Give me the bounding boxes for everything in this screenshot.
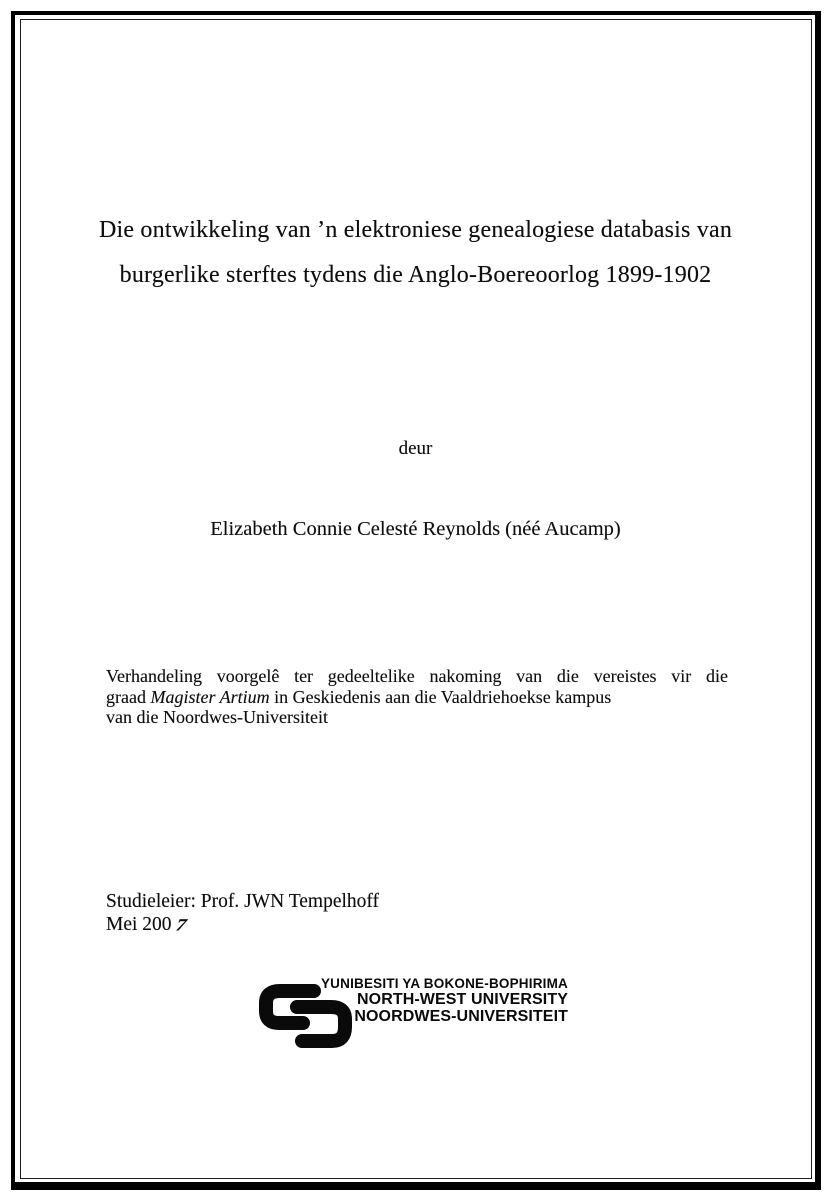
university-name-afrikaans: NOORDWES-UNIVERSITEIT: [354, 1007, 568, 1025]
submission-line-3: van die Noordwes-Universiteit: [106, 707, 328, 728]
submission-line-1: Verhandeling voorgelê ter gedeeltelike nakoming van die vereistes vir die: [106, 666, 728, 686]
university-logo-text: [318, 975, 568, 1025]
degree-name: Magister Artium: [150, 686, 270, 707]
submission-line-2: [106, 687, 728, 708]
submission-line-2-post: in Geskiedenis aan die Vaaldriehoekse kampus: [269, 686, 612, 707]
byline-label: deur: [398, 438, 433, 459]
university-name-english: NORTH-WEST UNIVERSITY: [357, 991, 568, 1008]
university-name-setswana: YUNIBESITI YA BOKONE-BOPHIRIMA: [320, 976, 568, 991]
supervisor-line: Studieleier: Prof. JWN Tempelhoff: [106, 891, 380, 912]
thesis-title-line-2: burgerlike sterftes tydens die Anglo-Boereoorlog 1899-1902: [119, 262, 712, 288]
date-seven-glyph: 7: [171, 916, 190, 936]
date-prefix: Mei 200: [106, 914, 172, 935]
submission-statement: [106, 666, 728, 728]
author-name: Elizabeth Connie Celesté Reynolds (néé Aucamp): [210, 518, 621, 540]
submission-line-2-pre: graad: [106, 686, 151, 707]
thesis-title: [0, 208, 831, 298]
date-line: [106, 914, 190, 936]
thesis-title-line-1: Die ontwikkeling van ’n elektroniese genealogiese databasis van: [98, 217, 733, 243]
